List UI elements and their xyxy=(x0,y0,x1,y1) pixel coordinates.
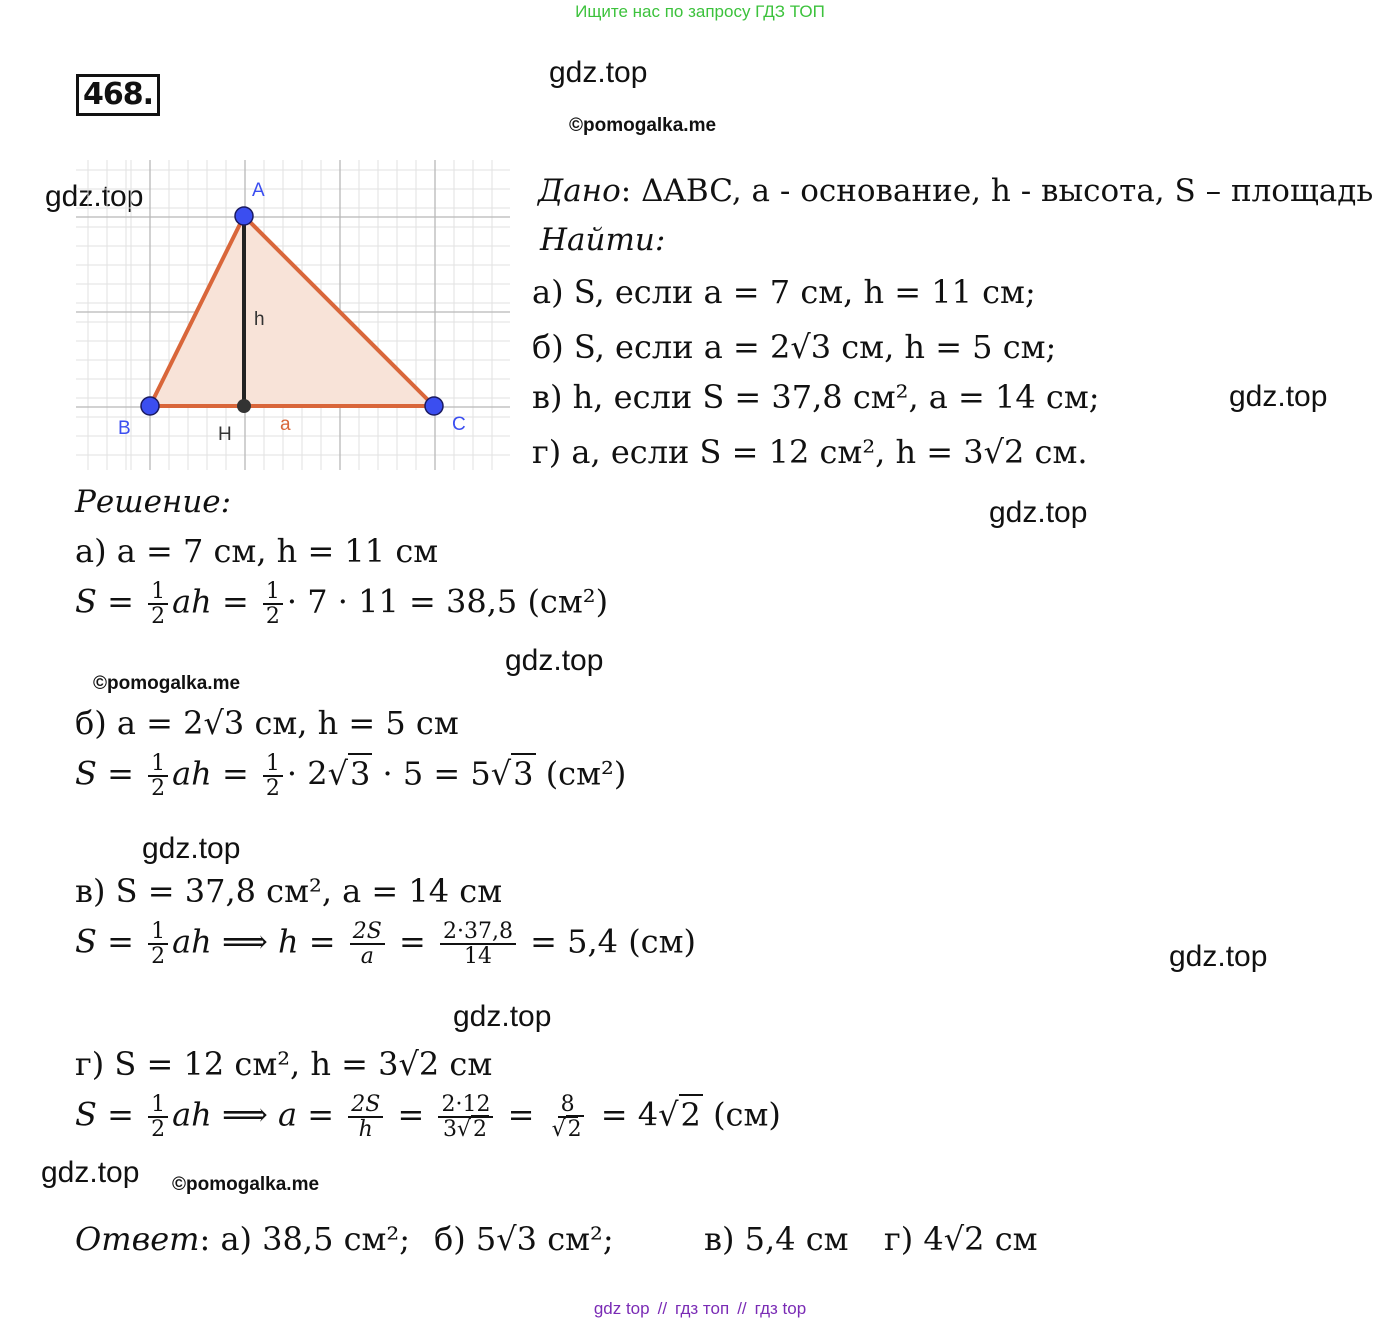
footer-link[interactable]: гдз топ xyxy=(675,1299,730,1318)
label-a: a xyxy=(280,414,291,435)
label-C: C xyxy=(452,414,466,435)
given-line: Дано: ΔABC, a - основание, h - высота, S – площадь xyxy=(538,173,1374,209)
solution-b-formula: S = $\frac{1}{2}$ ah = $\frac{1}{2}$ · 2√3 · 5 = 5√3 (см²) xyxy=(75,751,627,802)
triangle-figure xyxy=(76,160,510,470)
point-A xyxy=(235,207,253,225)
answer-v: в) 5,4 см xyxy=(704,1220,849,1258)
point-B xyxy=(141,397,159,415)
footer: gdz top // гдз топ // гдз top xyxy=(593,1299,807,1318)
given-item-v: в) h, если S = 37,8 см², a = 14 см; xyxy=(532,378,1100,416)
problem-number: 468. xyxy=(76,74,160,116)
solution-a-formula: S = $\frac{1}{2}$ ah = $\frac{1}{2}$ · 7 · 11 = 38,5 (см²) xyxy=(75,579,609,630)
answer-a: Ответ: а) 38,5 см²; xyxy=(75,1220,411,1258)
solution-v-formula: S = $\frac{1}{2}$ ah ⟹ h = $\frac{2S}{a}$ = $\frac{2\cdot 37,8}{14}$ = 5,4 (см) xyxy=(75,919,696,970)
solution-title: Решение: xyxy=(75,484,232,520)
copyright: ©pomogalka.me xyxy=(93,673,241,694)
find-title: Найти: xyxy=(540,222,666,258)
point-C xyxy=(425,397,443,415)
solution-g-given: г) S = 12 см², h = 3√2 см xyxy=(75,1045,493,1083)
solution-v-given: в) S = 37,8 см², a = 14 см xyxy=(75,872,503,910)
watermark: gdz.top xyxy=(989,496,1088,529)
given-item-a: а) S, если a = 7 см, h = 11 см; xyxy=(532,273,1036,311)
watermark: gdz.top xyxy=(453,1000,552,1033)
watermark: gdz.top xyxy=(41,1156,140,1189)
triangle-fill xyxy=(150,216,434,406)
copyright: ©pomogalka.me xyxy=(569,115,717,136)
answer-g: г) 4√2 см xyxy=(884,1220,1038,1258)
point-H xyxy=(237,399,251,413)
footer-link[interactable]: гдз top xyxy=(754,1299,807,1318)
answer-b: б) 5√3 см²; xyxy=(434,1220,614,1258)
label-A: A xyxy=(252,180,265,201)
watermark: gdz.top xyxy=(1169,940,1268,973)
top-banner: Ищите нас по запросу ГДЗ ТОП xyxy=(575,2,825,21)
watermark: gdz.top xyxy=(45,180,144,213)
watermark: gdz.top xyxy=(549,56,648,89)
solution-b-given: б) a = 2√3 см, h = 5 см xyxy=(75,704,459,742)
label-H: H xyxy=(218,424,232,445)
watermark: gdz.top xyxy=(1229,380,1328,413)
given-item-b: б) S, если a = 2√3 см, h = 5 см; xyxy=(532,328,1057,366)
copyright: ©pomogalka.me xyxy=(172,1174,320,1195)
solution-a-given: а) a = 7 см, h = 11 см xyxy=(75,532,439,570)
watermark: gdz.top xyxy=(505,644,604,677)
label-h: h xyxy=(254,309,265,330)
watermark: gdz.top xyxy=(142,832,241,865)
solution-g-formula: S = $\frac{1}{2}$ ah ⟹ a = $\frac{2S}{h}$ = $\frac{2\cdot 12}{3√2}$ = $\frac{8}{√2}$ = 4√2 (см) xyxy=(75,1092,781,1143)
label-B: B xyxy=(118,418,131,439)
given-item-g: г) a, если S = 12 см², h = 3√2 см. xyxy=(532,433,1088,471)
footer-link[interactable]: gdz top xyxy=(593,1299,650,1318)
